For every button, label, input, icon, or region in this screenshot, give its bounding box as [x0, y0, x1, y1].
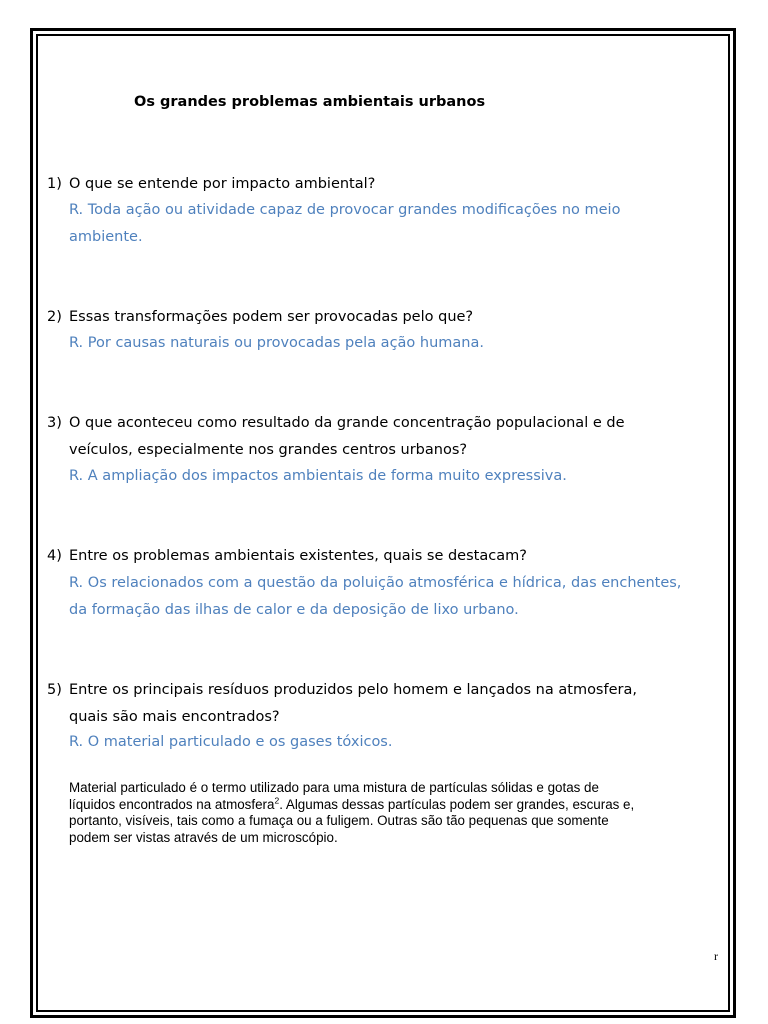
- note-line: portanto, visíveis, tais como a fumaça ou a fuligem. Outras são tão pequenas que somente: [69, 813, 609, 828]
- question-text: Essas transformações podem ser provocadas pelo que?: [69, 309, 474, 325]
- answer-line: da formação das ilhas de calor e da deposição de lixo urbano.: [69, 602, 519, 618]
- question-text: O que aconteceu como resultado da grande concentração populacional e de: [69, 415, 625, 431]
- question-3: [47, 410, 727, 464]
- question-text: O que se entende por impacto ambiental?: [69, 176, 376, 192]
- question-number: 3): [47, 415, 62, 431]
- question-4: [47, 543, 727, 570]
- answer-2: [69, 330, 734, 357]
- answer-line: R. A ampliação dos impactos ambientais de forma muito expressiva.: [69, 468, 567, 484]
- question-number: 2): [47, 309, 62, 325]
- footnote-reference: 2: [274, 795, 280, 806]
- note-paragraph: [69, 780, 729, 846]
- note-line: Material particulado é o termo utilizado para uma mistura de partículas sólidas e gotas de: [69, 780, 599, 795]
- answer-line: R. Os relacionados com a questão da poluição atmosférica e hídrica, das enchentes,: [69, 575, 682, 591]
- question-number: 5): [47, 682, 62, 698]
- note-line: [69, 797, 729, 814]
- answer-5: [69, 729, 734, 756]
- question-number: 1): [47, 176, 62, 192]
- answer-line: R. Por causas naturais ou provocadas pela ação humana.: [69, 335, 484, 351]
- question-text-continued: veículos, especialmente nos grandes centros urbanos?: [69, 442, 468, 458]
- answer-3: [69, 463, 734, 490]
- note-text: líquidos encontrados na atmosfera: [69, 796, 275, 812]
- note-line: podem ser vistas através de um microscópio.: [69, 829, 338, 845]
- answer-4: [69, 570, 734, 624]
- question-text: Entre os principais resíduos produzidos pelo homem e lançados na atmosfera,: [69, 682, 637, 698]
- answer-line: R. O material particulado e os gases tóxicos.: [69, 734, 393, 750]
- answer-line: R. Toda ação ou atividade capaz de provocar grandes modificações no meio: [69, 202, 621, 218]
- answer-1: [69, 197, 734, 251]
- question-5: [47, 677, 727, 731]
- question-1: [47, 171, 727, 198]
- question-2: [47, 304, 727, 331]
- question-number: 4): [47, 548, 62, 564]
- answer-line: ambiente.: [69, 229, 143, 245]
- note-text: . Algumas dessas partículas podem ser grandes, escuras e,: [279, 796, 635, 812]
- page-mark: r: [714, 949, 718, 963]
- question-text: Entre os problemas ambientais existentes, quais se destacam?: [69, 548, 527, 564]
- document-title: Os grandes problemas ambientais urbanos: [134, 94, 486, 110]
- question-text-continued: quais são mais encontrados?: [69, 709, 280, 725]
